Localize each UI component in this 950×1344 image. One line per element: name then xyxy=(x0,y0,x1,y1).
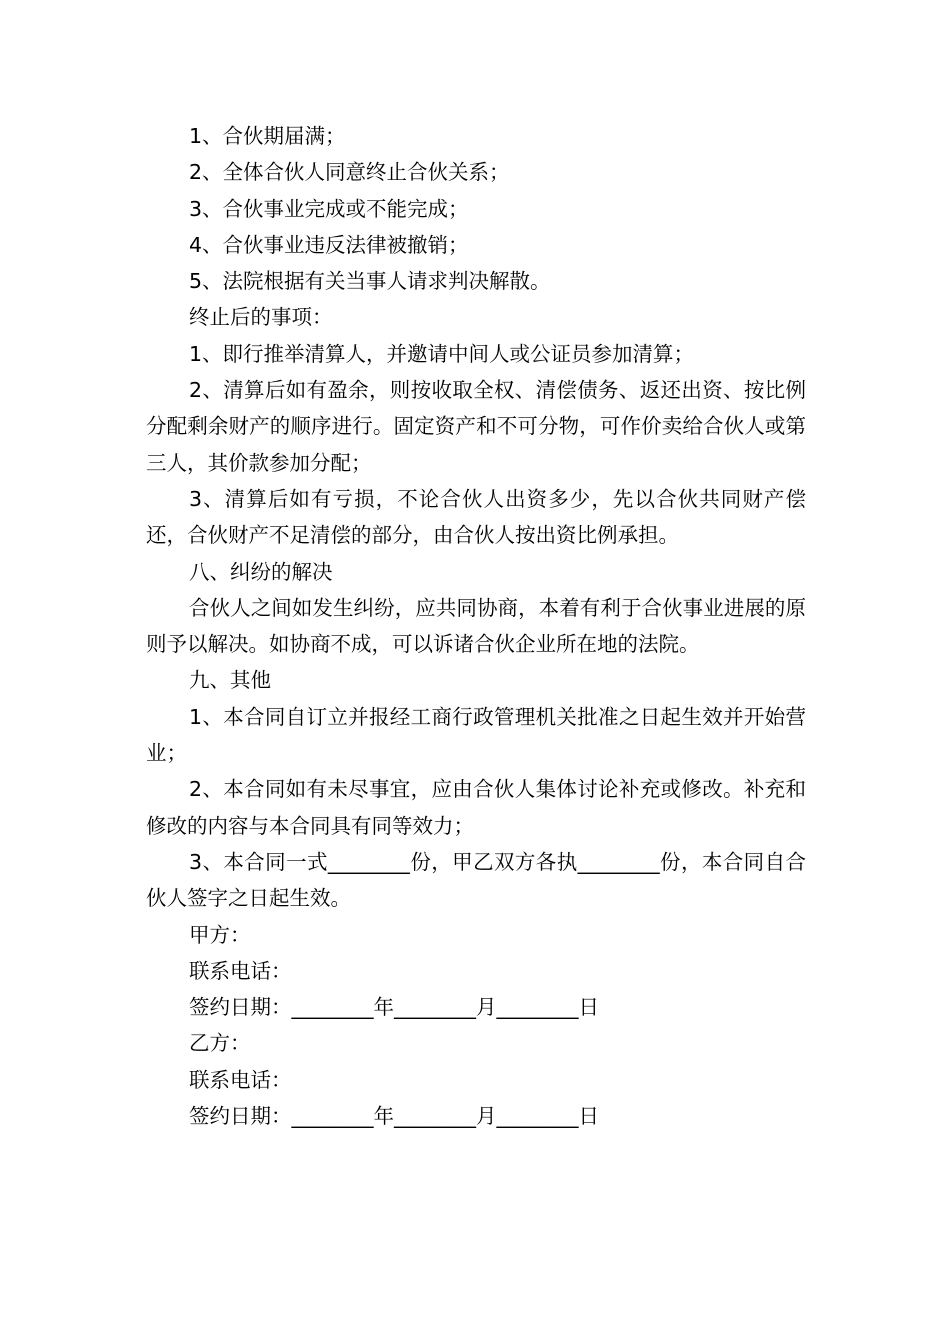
section-9-item-2: 2、本合同如有未尽事宜，应由合伙人集体讨论补充或修改。补充和修改的内容与本合同具有同等效力； xyxy=(146,777,806,838)
party-a-sign-date: 签约日期：________年________月________日 xyxy=(189,995,599,1020)
post-termination-item-2: 2、清算后如有盈余，则按收取全权、清偿债务、返还出资、按比例分配剩余财产的顺序进行。固定资产和不可分物，可作价卖给合伙人或第三人，其价款参加分配； xyxy=(146,378,806,475)
term-item-3: 3、合伙事业完成或不能完成； xyxy=(189,196,469,221)
term-item-5: 5、法院根据有关当事人请求判决解散。 xyxy=(189,269,551,294)
section-9-heading: 九、其他 xyxy=(189,668,271,693)
post-termination-item-1: 1、即行推举清算人，并邀请中间人或公证员参加清算； xyxy=(189,341,695,366)
party-b-sign-date: 签约日期：________年________月________日 xyxy=(189,1104,599,1129)
party-a-label: 甲方： xyxy=(189,922,251,947)
section-8-heading: 八、纠纷的解决 xyxy=(189,559,333,584)
section-9-item-3: 3、本合同一式________份，甲乙双方各执________份，本合同自合伙人签字之日起生效。 xyxy=(146,849,806,911)
party-b-label: 乙方： xyxy=(189,1031,251,1056)
party-b-phone: 联系电话： xyxy=(189,1067,292,1092)
section-9-item-1: 1、本合同自订立并报经工商行政管理机关批准之日起生效并开始营业； xyxy=(146,704,806,766)
section-8-body: 合伙人之间如发生纠纷，应共同协商，本着有利于合伙事业进展的原则予以解决。如协商不成，可以诉诸合伙企业所在地的法院。 xyxy=(146,595,806,657)
term-item-4: 4、合伙事业违反法律被撤销； xyxy=(189,232,469,257)
document-page xyxy=(146,118,806,1134)
post-termination-item-3: 3、清算后如有亏损，不论合伙人出资多少，先以合伙共同财产偿还，合伙财产不足清偿的部分，由合伙人按出资比例承担。 xyxy=(146,486,806,548)
post-termination-heading: 终止后的事项： xyxy=(189,305,333,330)
term-item-1: 1、合伙期届满； xyxy=(189,124,346,148)
party-a-phone: 联系电话： xyxy=(189,958,292,983)
term-item-2: 2、全体合伙人同意终止合伙关系； xyxy=(189,160,510,185)
